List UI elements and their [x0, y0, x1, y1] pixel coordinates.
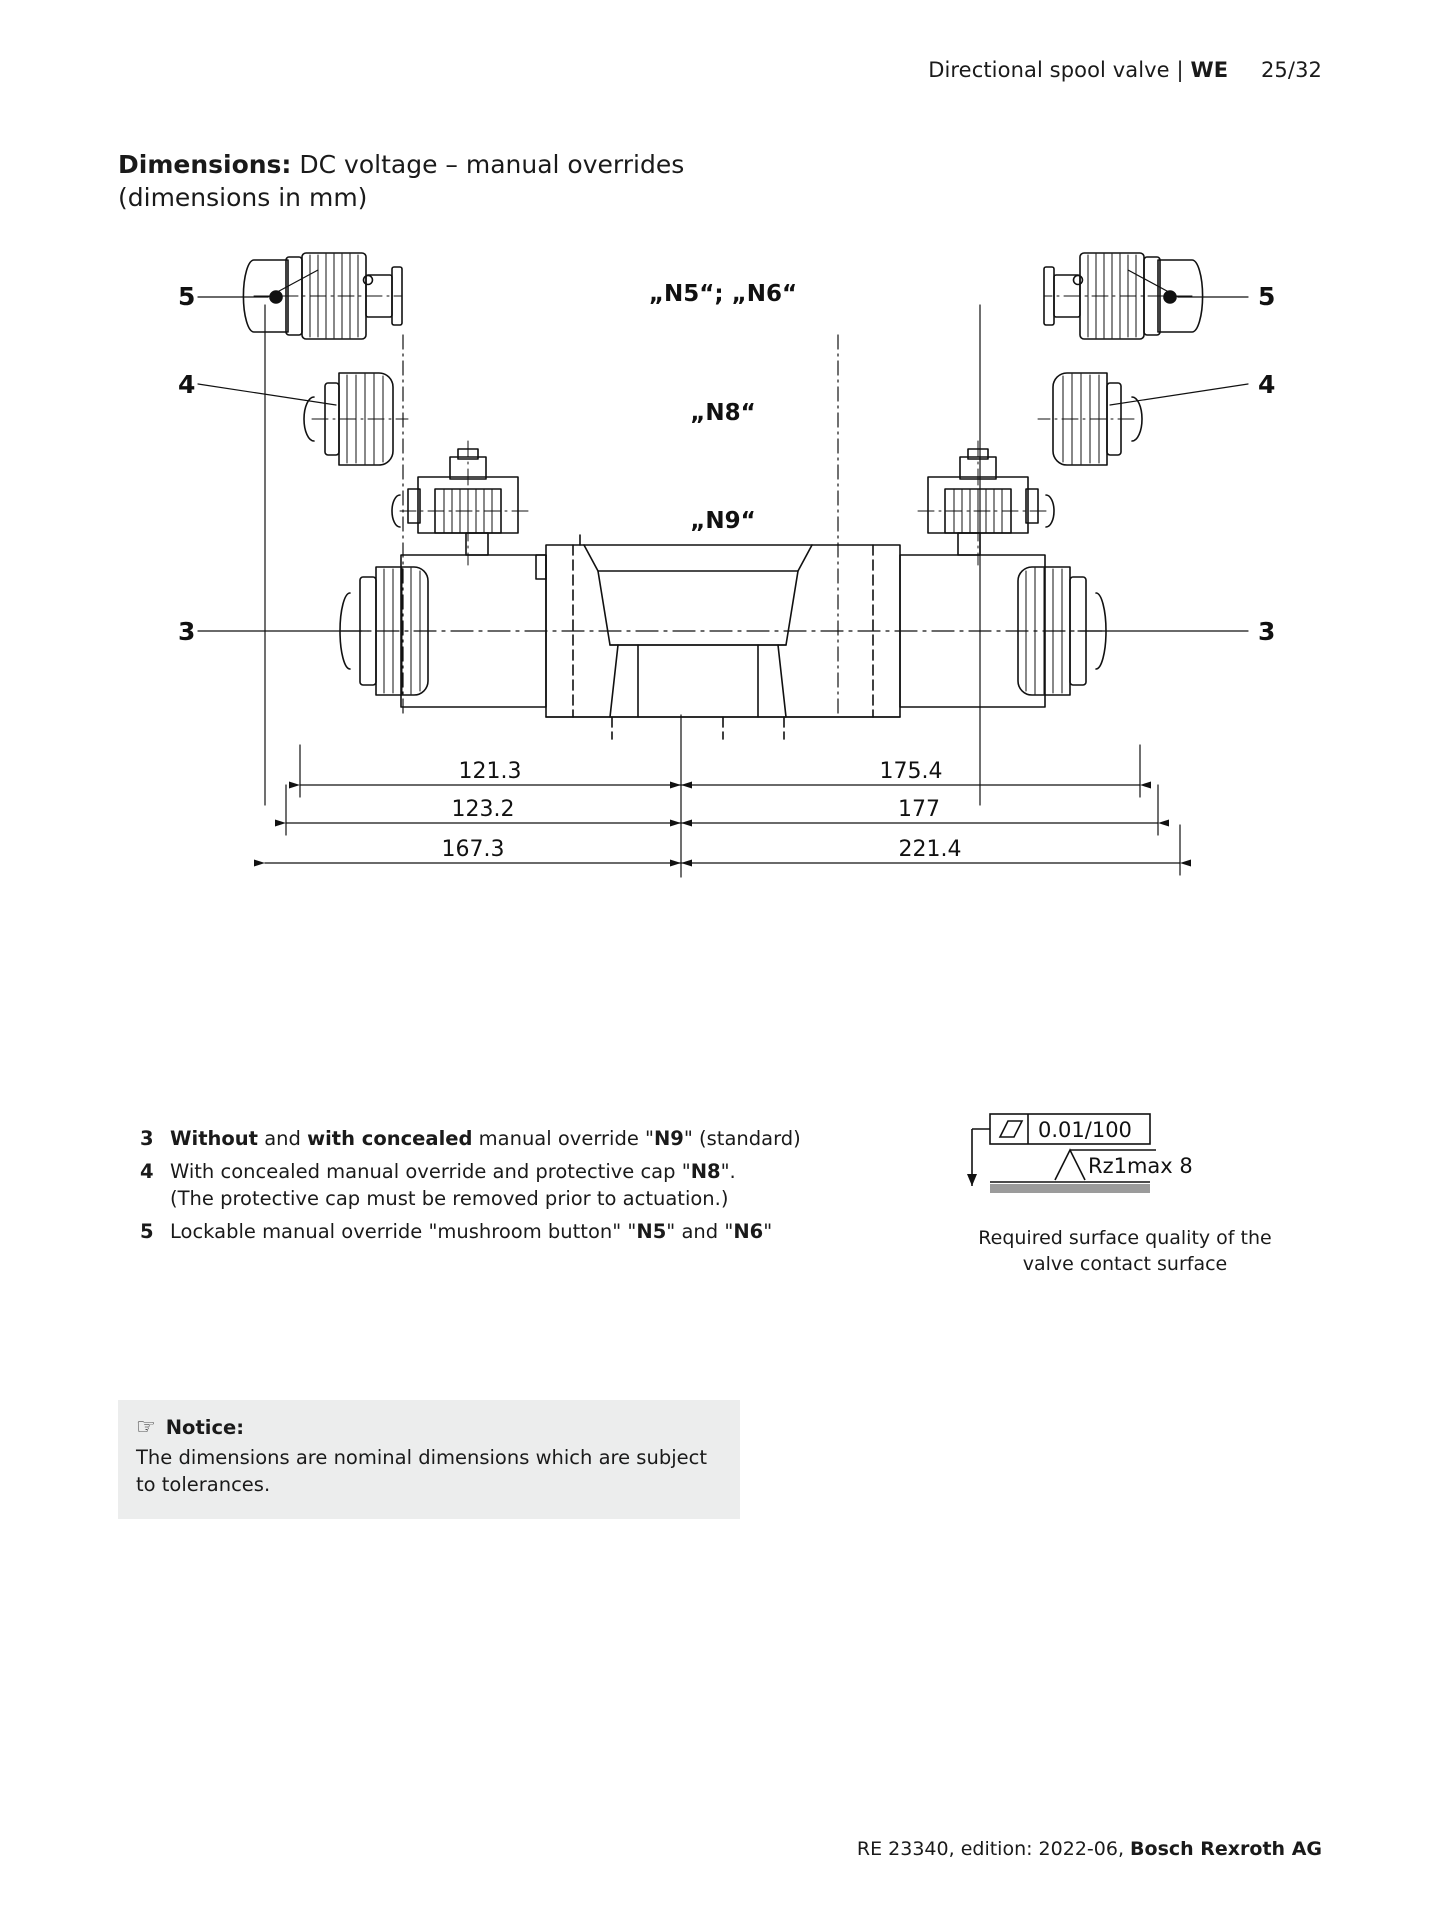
header-separator: |: [1176, 58, 1184, 82]
page-header: [928, 58, 1322, 82]
notice-body: The dimensions are nominal dimensions which are subject to tolerances.: [136, 1446, 707, 1496]
pointing-hand-icon: ☞: [136, 1414, 156, 1440]
notice-heading: Notice:: [165, 1416, 245, 1439]
dimension-221-4: 221.4: [898, 837, 962, 862]
footer-company: Bosch Rexroth AG: [1130, 1838, 1322, 1860]
roughness-value: Rz1max 8: [1088, 1154, 1193, 1178]
legend-item-3: [140, 1125, 820, 1153]
dimension-167-3: 167.3: [441, 837, 505, 862]
dimension-123-2: 123.2: [451, 797, 515, 822]
legend-number-3: 3: [140, 1127, 154, 1150]
notice-box: [118, 1400, 740, 1519]
notice-header: [136, 1416, 722, 1439]
variant-label-n9: „N9“: [690, 508, 756, 534]
page-title: [118, 148, 684, 214]
valve-dimension-drawing: [118, 245, 1328, 1005]
surface-caption-line1: Required surface quality of the: [978, 1227, 1272, 1249]
callout-left-3: 3: [178, 617, 196, 646]
page-footer: [857, 1838, 1322, 1860]
legend-text-5: Lockable manual override "mushroom button" "N5" and "N6": [170, 1220, 773, 1244]
legend-text-3: Without and with concealed manual override "N9" (standard): [170, 1127, 801, 1150]
dimension-177: 177: [898, 797, 940, 822]
title-subtitle: (dimensions in mm): [118, 183, 368, 212]
variant-label-n5-n6: „N5“; „N6“: [648, 281, 798, 307]
callout-left-5: 5: [178, 282, 196, 311]
legend-item-5: [140, 1218, 820, 1246]
surface-caption-line2: valve contact surface: [1022, 1252, 1228, 1275]
legend-text-4: With concealed manual override and protective cap "N8". (The protective cap must be removed prior to actuation.): [170, 1159, 736, 1211]
variant-label-n8: „N8“: [690, 400, 756, 426]
callout-left-4: 4: [178, 370, 196, 399]
title-text: DC voltage – manual overrides: [291, 150, 685, 179]
dimension-121-3: 121.3: [458, 759, 522, 784]
surface-quality-symbol: [960, 1110, 1290, 1210]
legend-number-4: 4: [140, 1159, 154, 1183]
legend-number-5: 5: [140, 1220, 154, 1244]
flatness-value: 0.01/100: [1038, 1118, 1132, 1142]
header-product-code: WE: [1190, 58, 1229, 82]
dimension-175-4: 175.4: [879, 759, 943, 784]
legend-item-4: [140, 1158, 820, 1213]
surface-quality-block: [960, 1110, 1290, 1277]
title-label: Dimensions:: [118, 150, 292, 179]
footer-doc-ref: RE 23340, edition: 2022-06,: [856, 1838, 1131, 1860]
surface-quality-caption: [960, 1226, 1290, 1277]
callout-right-3: 3: [1258, 617, 1276, 646]
callout-right-4: 4: [1258, 370, 1276, 399]
callout-right-5: 5: [1258, 282, 1276, 311]
legend-list: [140, 1125, 820, 1251]
header-doc-title: Directional spool valve: [928, 58, 1170, 82]
header-page-number: 25/32: [1260, 58, 1322, 82]
